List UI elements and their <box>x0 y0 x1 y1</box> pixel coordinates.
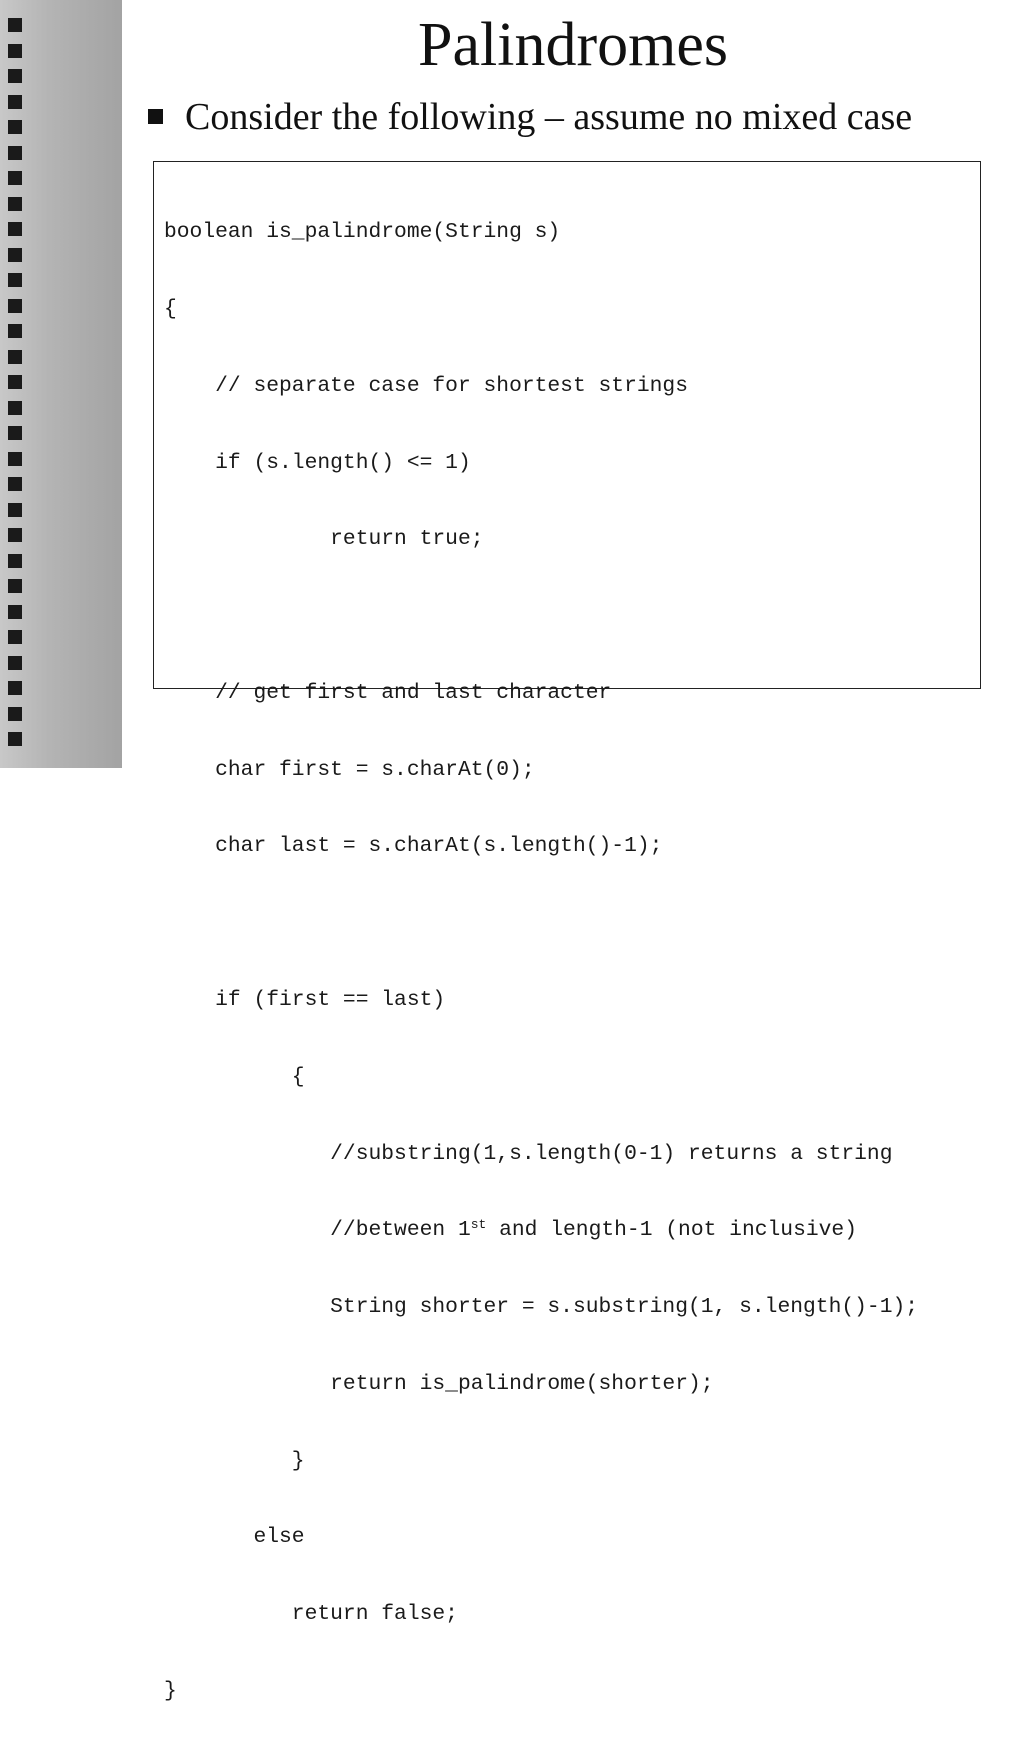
sidebar-square-icon <box>8 197 22 211</box>
bullet-item <box>148 94 912 140</box>
code-line: return is_palindrome(shorter); <box>164 1371 714 1396</box>
ordinal-superscript: st <box>470 1217 487 1233</box>
code-line: else <box>164 1525 305 1550</box>
code-block <box>153 161 981 1704</box>
code-line: } <box>164 1448 305 1473</box>
code-line: char last = s.charAt(s.length()-1); <box>164 834 663 859</box>
code-line: char first = s.charAt(0); <box>164 757 535 782</box>
code-line <box>164 604 918 630</box>
square-bullet-icon <box>148 109 163 124</box>
code-line: // separate case for shortest strings <box>164 373 688 398</box>
sidebar-square-icon <box>8 171 22 185</box>
sidebar-square-icon <box>8 273 22 287</box>
sidebar-square-icon <box>8 44 22 58</box>
code-line: // get first and last character <box>164 680 612 705</box>
sidebar-square-icon <box>8 707 22 721</box>
code-line: return false; <box>164 1602 458 1627</box>
sidebar-square-icon <box>8 554 22 568</box>
code-text <box>164 169 918 1756</box>
sidebar-square-column <box>8 18 22 758</box>
code-line: //substring(1,s.length(0-1) returns a string <box>164 1141 893 1166</box>
sidebar-square-icon <box>8 503 22 517</box>
code-line-with-superscript <box>164 1218 918 1244</box>
code-line: } <box>164 1679 177 1704</box>
sidebar-square-icon <box>8 452 22 466</box>
sidebar-square-icon <box>8 248 22 262</box>
code-line-start: //between 1 <box>164 1218 471 1243</box>
decorative-sidebar <box>0 0 122 768</box>
slide-title: Palindromes <box>418 11 728 79</box>
code-line: if (first == last) <box>164 988 446 1012</box>
sidebar-square-icon <box>8 579 22 593</box>
code-line <box>164 911 918 937</box>
sidebar-square-icon <box>8 656 22 670</box>
sidebar-square-icon <box>8 477 22 491</box>
code-line: boolean is_palindrome(String s) <box>164 220 561 245</box>
sidebar-square-icon <box>8 528 22 542</box>
sidebar-square-icon <box>8 630 22 644</box>
sidebar-square-icon <box>8 146 22 160</box>
sidebar-square-icon <box>8 299 22 313</box>
sidebar-square-icon <box>8 69 22 83</box>
code-line: if (s.length() <= 1) <box>164 450 471 475</box>
sidebar-square-icon <box>8 681 22 695</box>
sidebar-square-icon <box>8 222 22 236</box>
code-line: { <box>164 296 177 321</box>
sidebar-square-icon <box>8 401 22 415</box>
sidebar-square-icon <box>8 375 22 389</box>
code-line: return true; <box>164 527 484 552</box>
sidebar-square-icon <box>8 120 22 134</box>
code-line: String shorter = s.substring(1, s.length()-1); <box>164 1295 919 1320</box>
sidebar-square-icon <box>8 324 22 338</box>
code-line: { <box>164 1064 305 1089</box>
sidebar-square-icon <box>8 350 22 364</box>
code-line-rest: and length-1 (not inclusive) <box>486 1218 857 1243</box>
sidebar-square-icon <box>8 426 22 440</box>
sidebar-square-icon <box>8 95 22 109</box>
sidebar-square-icon <box>8 605 22 619</box>
sidebar-square-icon <box>8 18 22 32</box>
sidebar-square-icon <box>8 732 22 746</box>
bullet-text: Consider the following – assume no mixed case <box>185 96 913 138</box>
